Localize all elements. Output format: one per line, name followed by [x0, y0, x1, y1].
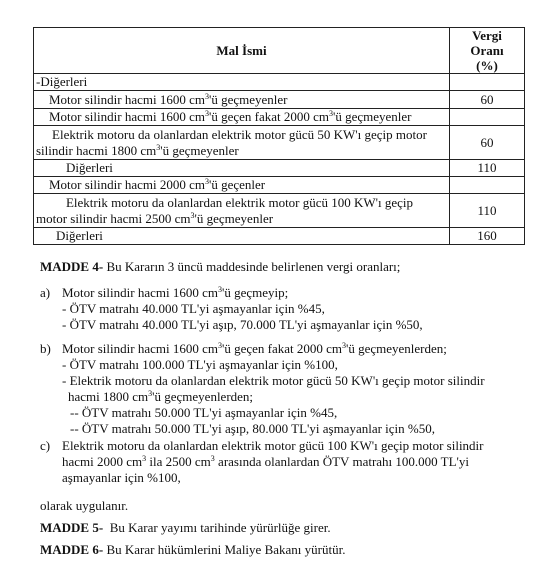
table-row: Elektrik motoru da olanlardan elektrik motor gücü 50 KW'ı geçip motor silindir hacmi 1800 $cm^3'ü$ geçmeyenler 60 — [34, 126, 525, 160]
table-header-row — [34, 28, 525, 74]
madde4-heading: MADDE 4- Bu Kararın 3 üncü maddesinde belirlenen vergi oranları; — [40, 259, 401, 274]
header-mal-ismi: Mal İsmi — [34, 28, 450, 74]
table-row: Motor silindir hacmi 2000 $cm^3'ü$ geçenler — [34, 177, 525, 194]
table-row: Motor silindir hacmi 1600 $cm^3'ü$ geçmeyenler 60 — [34, 91, 525, 109]
header-vergi-orani: Vergi Oranı (%) — [450, 28, 525, 74]
madde6: MADDE 6- Bu Karar hükümlerini Maliye Bakanı yürütür. — [40, 542, 346, 557]
table-row: Elektrik motoru da olanlardan elektrik motor gücü 100 KW'ı geçip motor silindir hacmi 2500 $cm^3'ü$ geçmeyenler 110 — [34, 194, 525, 228]
madde4-closing: olarak uygulanır. — [40, 498, 129, 513]
table-row: Motor silindir hacmi 1600 $cm^3'ü$ geçen fakat 2000 $cm^3'ü$ geçmeyenler — [34, 109, 525, 126]
table-row: Diğerleri 160 — [34, 228, 525, 245]
tax-rate-table — [33, 27, 525, 245]
madde5: MADDE 5- Bu Karar yayımı tarihinde yürürlüğe girer. — [40, 520, 331, 535]
table-row: Diğerleri 110 — [34, 160, 525, 177]
table-row: -Diğerleri — [34, 74, 525, 91]
